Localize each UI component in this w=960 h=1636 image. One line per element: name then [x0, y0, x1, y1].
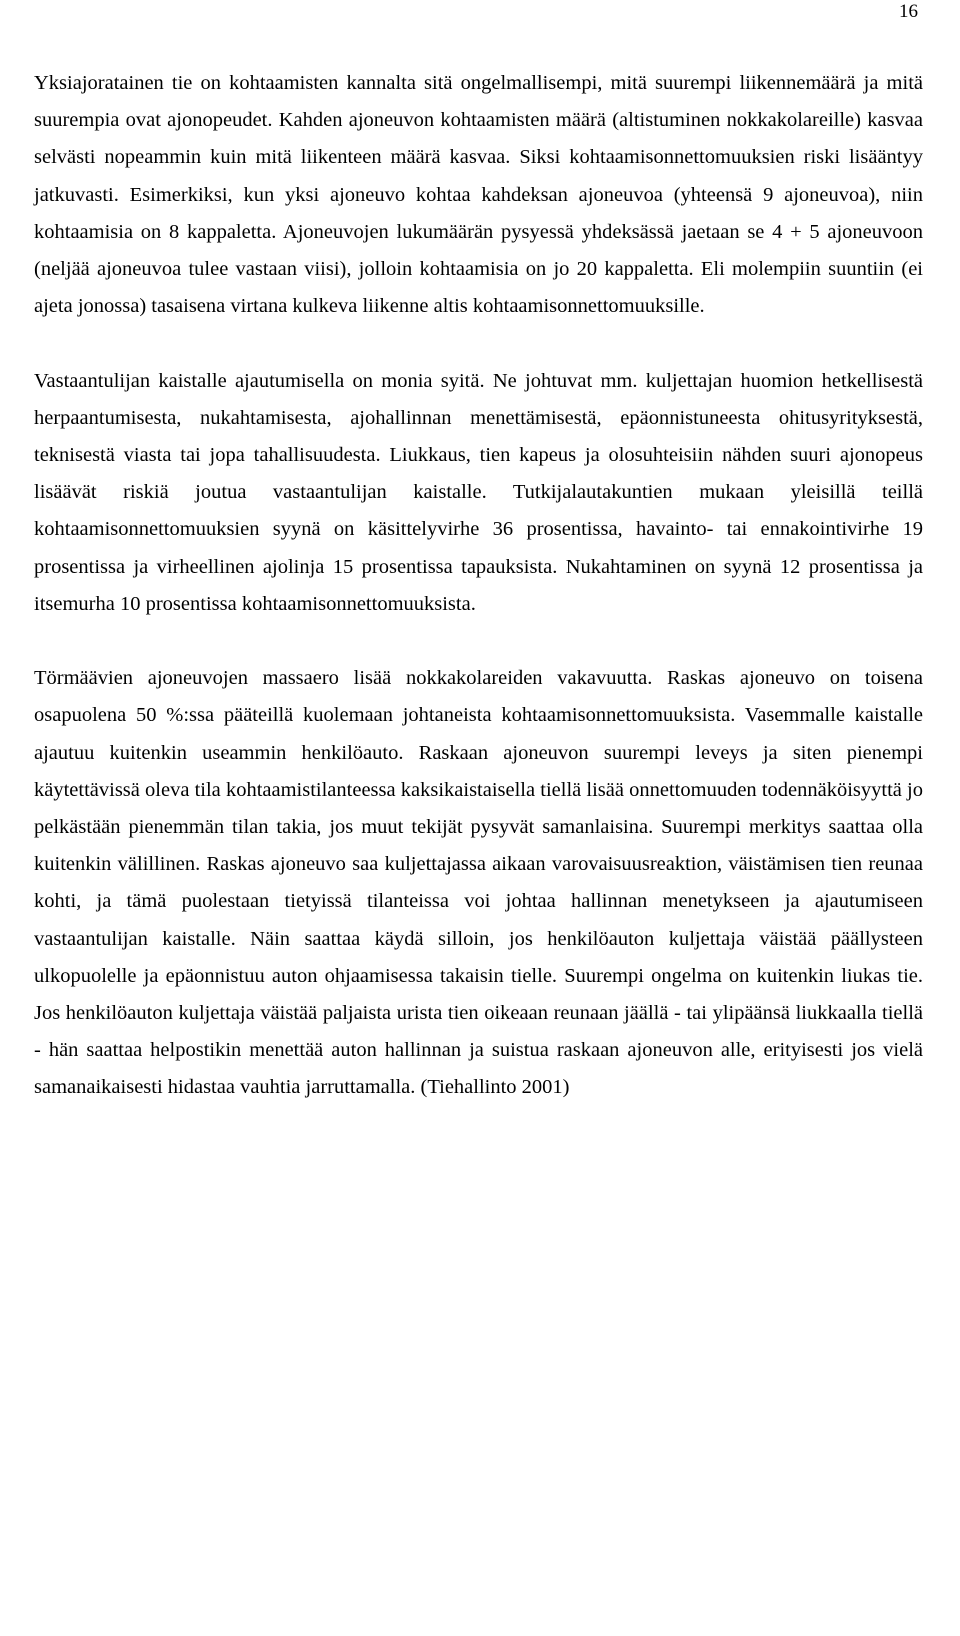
document-body — [34, 65, 923, 1107]
paragraph-causes-of-drifting: Vastaantulijan kaistalle ajautumisella on monia syitä. Ne johtuvat mm. kuljettajan huomion hetkellisestä herpaantumisesta, nukahtamisesta, ajohallinnan menettämisestä, epäonnistuneesta ohitusyrityksestä, teknisestä viasta tai jopa tahallisuudesta. Liukkaus, tien kapeus ja olosuhteisiin nähden suuri ajonopeus lisäävät riskiä joutua vastaantulijan kaistalle. Tutkijalautakuntien mukaan yleisillä teillä kohtaamisonnettomuuksien syynä on käsittelyvirhe 36 prosentissa, havainto- tai ennakointivirhe 19 prosentissa ja virheellinen ajolinja 15 prosentissa tapauksista. Nukahtaminen on syynä 12 prosentissa ja itsemurha 10 prosentissa kohtaamisonnettomuuksista. — [34, 369, 923, 615]
page-number: 16 — [899, 1, 918, 22]
paragraph-mass-difference: Törmäävien ajoneuvojen massaero lisää nokkakolareiden vakavuutta. Raskas ajoneuvo on toisena osapuolena 50 %:ssa pääteillä kuolemaan johtaneista kohtaamisonnettomuuksista. Vasemmalle kaistalle ajautuu kuitenkin useammin henkilöauto. Raskaan ajoneuvon suurempi leveys ja siten pienempi käytettävissä oleva tila kohtaamistilanteessa kaksikaistaisella tiellä lisää onnettomuuden todennäköisyyttä jo pelkästään pienemmän tilan takia, jos muut tekijät pysyvät samanlaisina. Suurempi merkitys saattaa olla kuitenkin välillinen. Raskas ajoneuvo saa kuljettajassa aikaan varovaisuusreaktion, väistämisen tien reunaa kohti, ja tämä puolestaan tietyissä tilanteissa voi johtaa hallinnan menetykseen ja ajautumiseen vastaantulijan kaistalle. Näin saattaa käydä silloin, jos henkilöauton kuljettaja väistää päällysteen ulkopuolelle ja epäonnistuu auton ohjaamisessa takaisin tielle. Suurempi ongelma on kuitenkin liukas tie. Jos henkilöauton kuljettaja väistää paljaista urista tien oikeaan reunaan jäällä - tai ylipäänsä liukkaalla tiellä - hän saattaa helpostikin menettää auton hallinnan ja suistua raskaan ajoneuvon alle, erityisesti jos vielä samanaikaisesti hidastaa vauhtia jarruttamalla. (Tiehallinto 2001) — [34, 667, 923, 1099]
paragraph-head-on-exposure: Yksiajoratainen tie on kohtaamisten kannalta sitä ongelmallisempi, mitä suurempi liikennemäärä ja mitä suurempia ovat ajonopeudet. Kahden ajoneuvon kohtaamisten määrä (altistuminen nokkakolareille) kasvaa selvästi nopeammin kuin mitä liikenteen määrä kasvaa. Siksi kohtaamisonnettomuuksien riski lisääntyy jatkuvasti. Esimerkiksi, kun yksi ajoneuvo kohtaa kahdeksan ajoneuvoa (yhteensä 9 ajoneuvoa), niin kohtaamisia on 8 kappaletta. Ajoneuvojen lukumäärän pysyessä yhdeksässä jaetaan se 4 + 5 ajoneuvoon (neljää ajoneuvoa tulee vastaan viisi), jolloin kohtaamisia on jo 20 kappaletta. Eli molempiin suuntiin (ei ajeta jonossa) tasaisena virtana kulkeva liikenne altis kohtaamisonnettomuuksille. — [34, 72, 923, 318]
